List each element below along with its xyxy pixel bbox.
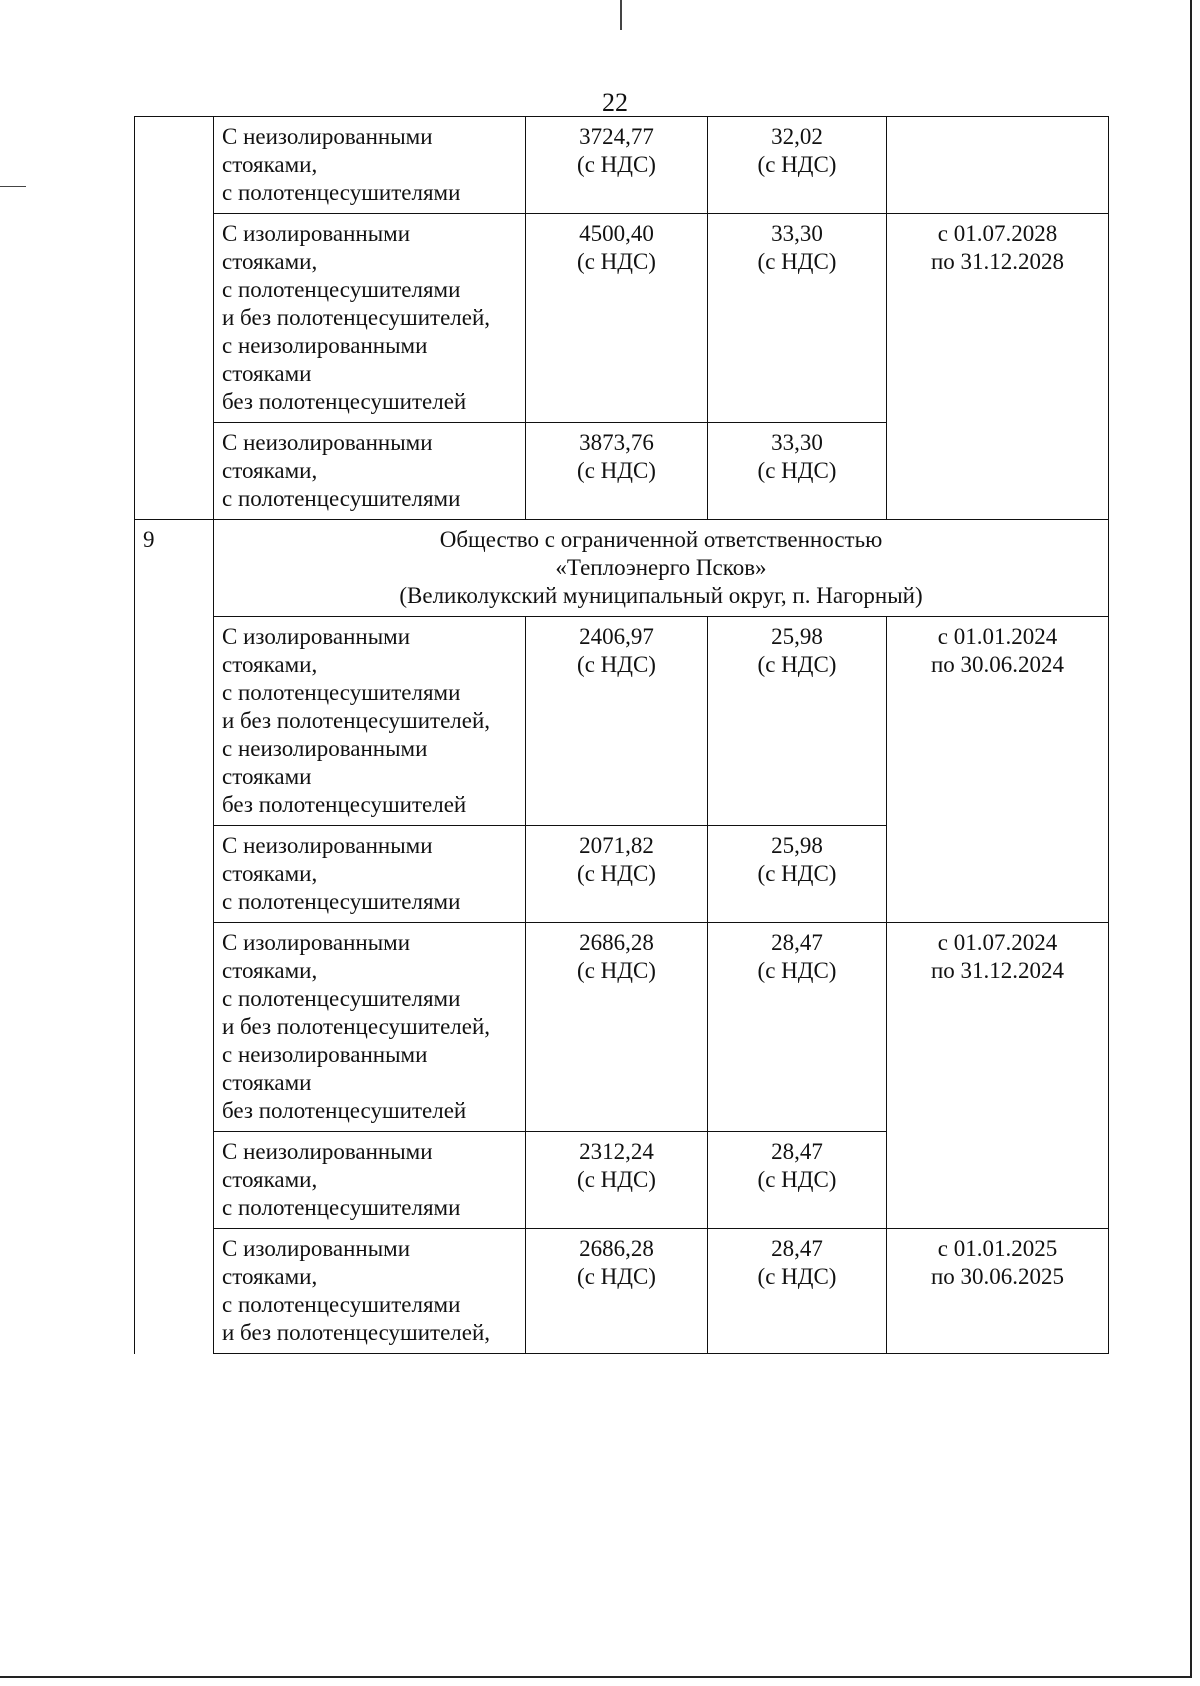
row-number-cell xyxy=(135,117,214,520)
description-cell: С неизолированными стояками, с полотенцесушителями xyxy=(214,117,526,214)
organization-row xyxy=(135,520,1109,617)
price-cell: 2406,97 (с НДС) xyxy=(526,617,708,826)
power-cell: 33,30 (с НДС) xyxy=(708,423,887,520)
tariff-table xyxy=(134,116,1109,1354)
description-cell: С изолированными стояками, с полотенцесушителями и без полотенцесушителей, с неизолированными стояками без полотенцесушителей xyxy=(214,923,526,1132)
price-cell: 2686,28 (с НДС) xyxy=(526,923,708,1132)
table-row xyxy=(135,923,1109,1132)
organization-name: Общество с ограниченной ответственностью xyxy=(439,527,883,552)
row-number-cell xyxy=(135,520,214,1354)
period-cell: с 01.01.2025 по 30.06.2025 xyxy=(887,1229,1109,1354)
description-cell: С изолированными стояками, с полотенцесушителями и без полотенцесушителей, с неизолированными стояками без полотенцесушителей xyxy=(214,617,526,826)
period-cell xyxy=(887,117,1109,214)
period-cell: с 01.07.2028 по 31.12.2028 xyxy=(887,214,1109,520)
power-cell: 28,47 (с НДС) xyxy=(708,1132,887,1229)
price-cell: 3724,77 (с НДС) xyxy=(526,117,708,214)
description-cell: С изолированными стояками, с полотенцесушителями и без полотенцесушителей, xyxy=(214,1229,526,1354)
price-cell: 3873,76 (с НДС) xyxy=(526,423,708,520)
table-row xyxy=(135,1229,1109,1354)
table-row xyxy=(135,214,1109,423)
power-cell: 28,47 (с НДС) xyxy=(708,1229,887,1354)
power-cell: 25,98 (с НДС) xyxy=(708,826,887,923)
description-cell: С неизолированными стояками, с полотенцесушителями xyxy=(214,423,526,520)
price-cell: 2686,28 (с НДС) xyxy=(526,1229,708,1354)
scan-mark xyxy=(0,186,26,187)
table-row xyxy=(135,117,1109,214)
power-cell: 33,30 (с НДС) xyxy=(708,214,887,423)
power-cell: 28,47 (с НДС) xyxy=(708,923,887,1132)
period-cell: с 01.01.2024 по 30.06.2024 xyxy=(887,617,1109,923)
description-cell: С неизолированными стояками, с полотенцесушителями xyxy=(214,1132,526,1229)
price-cell: 2071,82 (с НДС) xyxy=(526,826,708,923)
description-cell: С неизолированными стояками, с полотенцесушителями xyxy=(214,826,526,923)
organization-cell: Общество с ограниченной ответственностью «Теплоэнерго Псков» (Великолукский муниципальный округ, п. Нагорный) xyxy=(214,520,1109,617)
description-cell: С изолированными стояками, с полотенцесушителями и без полотенцесушителей, с неизолированными стояками без полотенцесушителей xyxy=(214,214,526,423)
power-cell: 25,98 (с НДС) xyxy=(708,617,887,826)
scan-mark xyxy=(620,0,622,30)
price-cell: 2312,24 (с НДС) xyxy=(526,1132,708,1229)
period-cell: с 01.07.2024 по 31.12.2024 xyxy=(887,923,1109,1229)
price-cell: 4500,40 (с НДС) xyxy=(526,214,708,423)
power-cell: 32,02 (с НДС) xyxy=(708,117,887,214)
table-row xyxy=(135,617,1109,826)
row-number: 9 xyxy=(143,527,155,552)
page-number: 22 xyxy=(602,88,628,117)
